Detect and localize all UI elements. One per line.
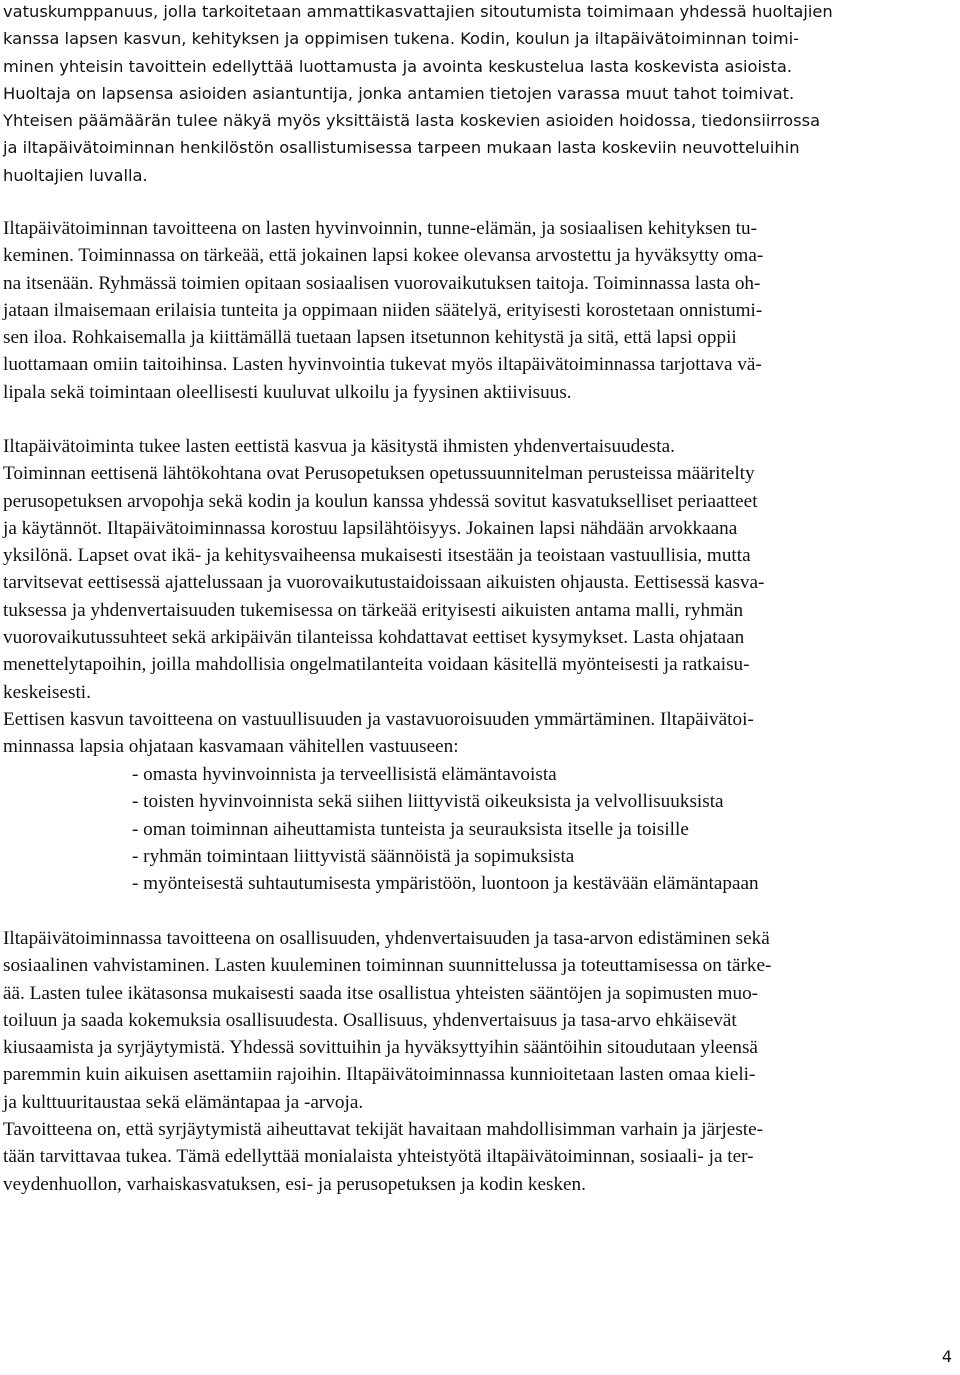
text-line: ää. Lasten tulee ikätasonsa mukaisesti saada itse osallistua yhteisten sääntöjen ja sopimusten muo- [3, 982, 759, 1004]
text-line: na itsenään. Ryhmässä toimien opitaan sosiaalisen vuorovaikutuksen taitoja. Toiminnassa lasta oh- [3, 272, 761, 294]
paragraph-partnership [3, 0, 953, 189]
text-line: luottamaan omiin taitoihinsa. Lasten hyvinvointia tukevat myös iltapäivätoiminnassa tarjottava vä- [3, 354, 762, 376]
text-line: sen iloa. Rohkaisemalla ja kiittämällä tuetaan lapsen itsetunnon kehitystä ja sitä, että lapsi oppii [3, 327, 737, 349]
text-line: Tavoitteena on, että syrjäytymistä aiheuttavat tekijät havaitaan mahdollisimman varhain ja järjeste- [3, 1119, 764, 1141]
text-line: yksilönä. Lapset ovat ikä- ja kehitysvaiheensa mukaisesti itsestään ja teoistaan vastuullisia, mutta [3, 545, 751, 567]
text-line: ja kulttuuritaustaa sekä elämäntapaa ja -arvoja. [3, 1091, 364, 1113]
text-line: Toiminnan eettisenä lähtökohtana ovat Perusopetuksen opetussuunnitelman perusteissa määritelty [3, 463, 755, 485]
text-line: toiluun ja saada kokemuksia osallisuudesta. Osallisuus, yhdenvertaisuus ja tasa-arvo ehkäisevät [3, 1009, 737, 1031]
text-line: Iltapäivätoiminnan tavoitteena on lasten hyvinvoinnin, tunne-elämän, ja sosiaalisen kehityksen tu- [3, 218, 757, 239]
text-line: vuorovaikutussuhteet sekä arkipäivän tilanteissa kohdattavat eettiset kysymykset. Lasta ohjataan [3, 627, 745, 649]
text-line: veydenhuollon, varhaiskasvatuksen, esi- ja perusopetuksen ja kodin kesken. [3, 1173, 586, 1195]
text-line: vatuskumppanuus, jolla tarkoitetaan ammattikasvattajien sitoutumista toimimaan yhdessä huoltajien [3, 2, 833, 21]
text-line: minen yhteisin tavoittein edellyttää luottamusta ja avointa keskustelua lasta koskevista asioista. [3, 56, 793, 76]
paragraph-wellbeing [3, 215, 953, 406]
text-line: ja käytännöt. Iltapäivätoiminnassa korostuu lapsilähtöisyys. Jokainen lapsi nähdään arvokkaana [3, 517, 738, 539]
text-line: kiusaamista ja syrjäytymistä. Yhdessä sovittuihin ja hyväksyttyihin sääntöihin sitoudutaan yleensä [3, 1037, 758, 1059]
text-line: lipala sekä toimintaan oleellisesti kuuluvat ulkoilu ja fyysinen aktiivisuus. [3, 381, 572, 403]
text-line: Yhteisen päämäärän tulee näkyä myös yksittäistä lasta koskevien asioiden hoidossa, tiedonsiirrossa [3, 111, 821, 131]
text-line: huoltajien luvalla. [3, 165, 148, 185]
page-number: 4 [941, 1347, 952, 1366]
list-item: - toisten hyvinvoinnista sekä siihen liittyvistä oikeuksista ja velvollisuuksista [132, 791, 724, 813]
list-item: - omasta hyvinvoinnista ja terveellisistä elämäntavoista [132, 764, 557, 785]
text-line: sosiaalinen vahvistaminen. Lasten kuuleminen toiminnan suunnittelussa ja toteuttamisessa on tärke- [3, 955, 772, 977]
responsibility-list [132, 761, 932, 897]
text-line: jataan ilmaisemaan erilaisia tunteita ja oppimaan niiden säätelyä, erityisesti korostetaan onnistumi- [3, 299, 763, 321]
text-line: Huoltaja on lapsensa asioiden asiantuntija, jonka antamien tietojen varassa muut tahot toimivat. [3, 83, 795, 103]
text-line: keminen. Toiminnassa on tärkeää, että jokainen lapsi kokee olevansa arvostettu ja hyväksytty oma- [3, 245, 764, 267]
text-line: tään tarvittavaa tukea. Tämä edellyttää monialaista yhteistyötä iltapäivätoiminnan, sosiaali- ja ter- [3, 1146, 754, 1168]
list-item: - myönteisestä suhtautumisesta ympäristöön, luontoon ja kestävään elämäntapaan [132, 873, 759, 895]
text-line: Eettisen kasvun tavoitteena on vastuullisuuden ja vastavuoroisuuden ymmärtäminen. Iltapäivätoi- [3, 708, 754, 730]
text-line: kanssa lapsen kasvun, kehityksen ja oppimisen tukena. Kodin, koulun ja iltapäivätoiminnan toimi- [3, 29, 800, 49]
list-item: - oman toiminnan aiheuttamista tunteista ja seurauksista itselle ja toisille [132, 818, 689, 840]
text-line: Iltapäivätoiminnassa tavoitteena on osallisuuden, yhdenvertaisuuden ja tasa-arvon edistäminen sekä [3, 928, 770, 949]
text-line: ja iltapäivätoiminnan henkilöstön osallistumisessa tarpeen mukaan lasta koskeviin neuvotteluihin [3, 138, 800, 158]
text-line: tuksessa ja yhdenvertaisuuden tukemisessa on tärkeää erityisesti aikuisten antama malli, ryhmän [3, 599, 744, 621]
text-line: keskeisesti. [3, 681, 91, 703]
text-line: menettelytapoihin, joilla mahdollisia ongelmatilanteita voidaan käsitellä myönteisesti ja ratkaisu- [3, 654, 750, 676]
text-line: perusopetuksen arvopohja sekä kodin ja koulun kanssa yhdessä sovitut kasvatukselliset periaatteet [3, 490, 758, 512]
text-line: Iltapäivätoiminta tukee lasten eettistä kasvua ja käsitystä ihmisten yhdenvertaisuudesta. [3, 436, 675, 457]
paragraph-participation [3, 925, 953, 1198]
list-item: - ryhmän toimintaan liittyvistä säännöistä ja sopimuksista [132, 845, 575, 867]
text-line: paremmin kuin aikuisen asettamiin rajoihin. Iltapäivätoiminnassa kunnioitetaan lasten omaa kieli- [3, 1064, 756, 1086]
text-line: tarvitsevat eettisessä ajattelussaan ja vuorovaikutustaidoissaan aikuisten ohjausta. Eettisessä kasva- [3, 572, 765, 594]
text-line: minnassa lapsia ohjataan kasvamaan vähitellen vastuuseen: [3, 736, 459, 758]
paragraph-ethics [3, 433, 953, 761]
